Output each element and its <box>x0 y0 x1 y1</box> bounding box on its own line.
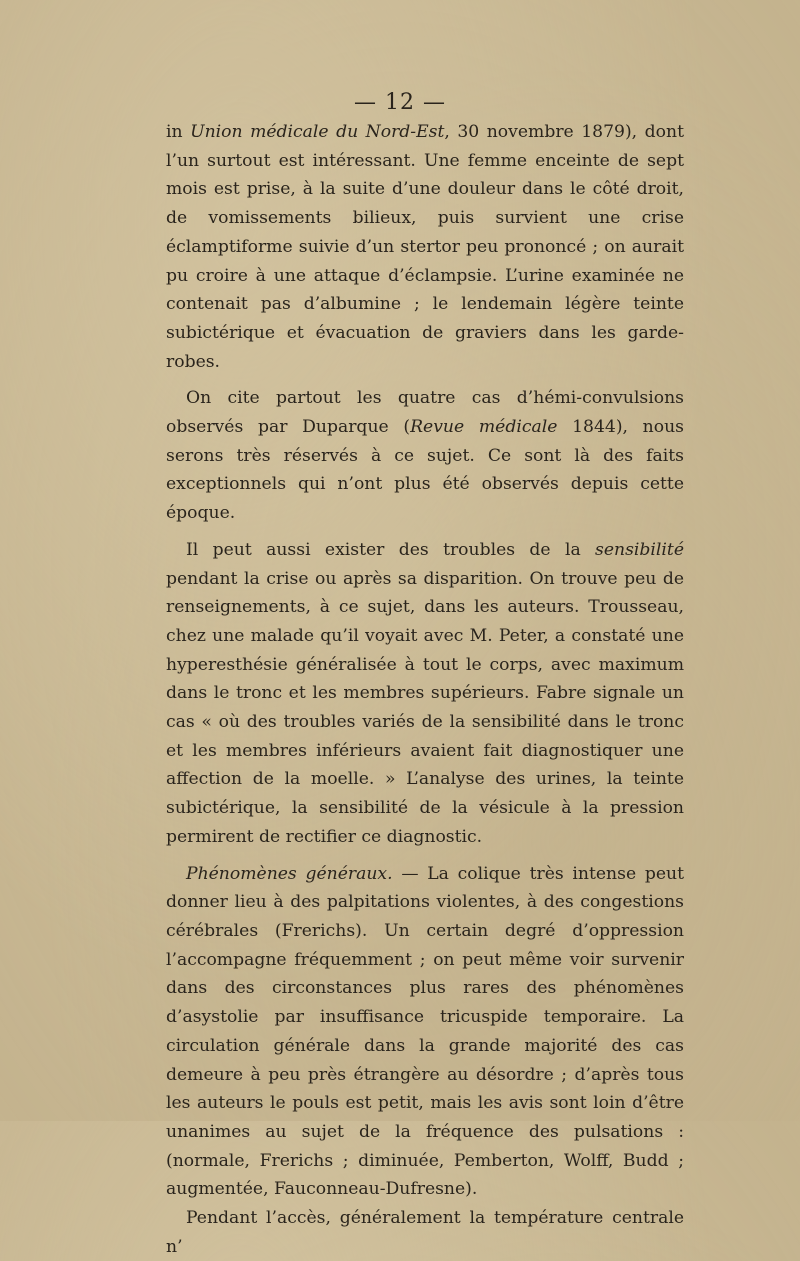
page-number: — 12 — <box>354 90 446 115</box>
text-segment: , 30 novembre 1879), dont l’un surtout est intéressant. Une femme enceinte de sept mois est prise, à la suite d’une douleur dans le côté droit, de vomissements bilieux, puis survient une crise éclamptiforme suivie d’un stertor peu prononcé ; on aurait pu croire à une attaque d’éclampsie. L’urine examinée ne contenait pas d’albumine ; le lendemain légère teinte subictérique et évacuation de graviers dans les garde-robes. <box>166 122 684 372</box>
journal-title: Revue médicale <box>410 417 558 438</box>
text-segment: Il peut aussi exister des troubles de la <box>186 539 596 560</box>
text-segment: Pendant l’accès, généralement la température centrale n’ <box>166 1208 684 1257</box>
text-segment: in <box>166 122 191 142</box>
paragraph <box>166 536 684 852</box>
section-heading: Phénomènes généraux. <box>186 863 393 884</box>
journal-title: Union médicale du Nord-Est <box>190 122 445 142</box>
paragraph <box>166 384 684 528</box>
emphasis: sensibilité <box>595 539 684 560</box>
body-text <box>166 118 684 1261</box>
text-segment: On cite partout les quatre cas d’hémi-convulsions observés par Duparque ( <box>166 388 684 438</box>
paragraph <box>166 860 684 1204</box>
text-segment: pendant la crise ou après sa disparition. On trouve peu de renseignements, à ce sujet, dans les auteurs. Trousseau, chez une malade qu’il voyait avec M. Peter, a constaté une hyperesthésie généralisée à tout le corps, avec maximum dans le tronc et les membres supérieurs. Fabre signale un cas « où des troubles variés de la sensibilité dans le tronc et les membres inférieurs avaient fait diagnostiquer une affection de la moelle. » L’analyse des urines, la teinte subictérique, la sensibilité de la vésicule à la pression permirent de rectifier ce diagnostic. <box>166 568 684 847</box>
paragraph <box>166 118 684 376</box>
text-segment: 1844), nous serons très réservés à ce sujet. Ce sont là des faits exceptionnels qui n’ont plus été observés depuis cette époque. <box>166 417 684 524</box>
text-segment: — La colique très intense peut donner lieu à des palpitations violentes, à des congestions cérébrales (Frerichs). Un certain degré d’oppression l’accompagne fréquemment ; on peut même voir survenir dans des circonstances plus rares des phénomènes d’asystolie par insuffisance tricuspide temporaire. La circulation générale dans la grande majorité des cas demeure à peu près étrangère au désordre ; d’après tous les auteurs le pouls est petit, mais les avis sont loin d’être unanimes au sujet de la fréquence des pulsations : (normale, Frerichs ; diminuée, Pemberton, Wolff, Budd ; augmentée, Fauconneau-Dufresne). <box>166 863 684 1200</box>
paragraph <box>166 1204 684 1261</box>
